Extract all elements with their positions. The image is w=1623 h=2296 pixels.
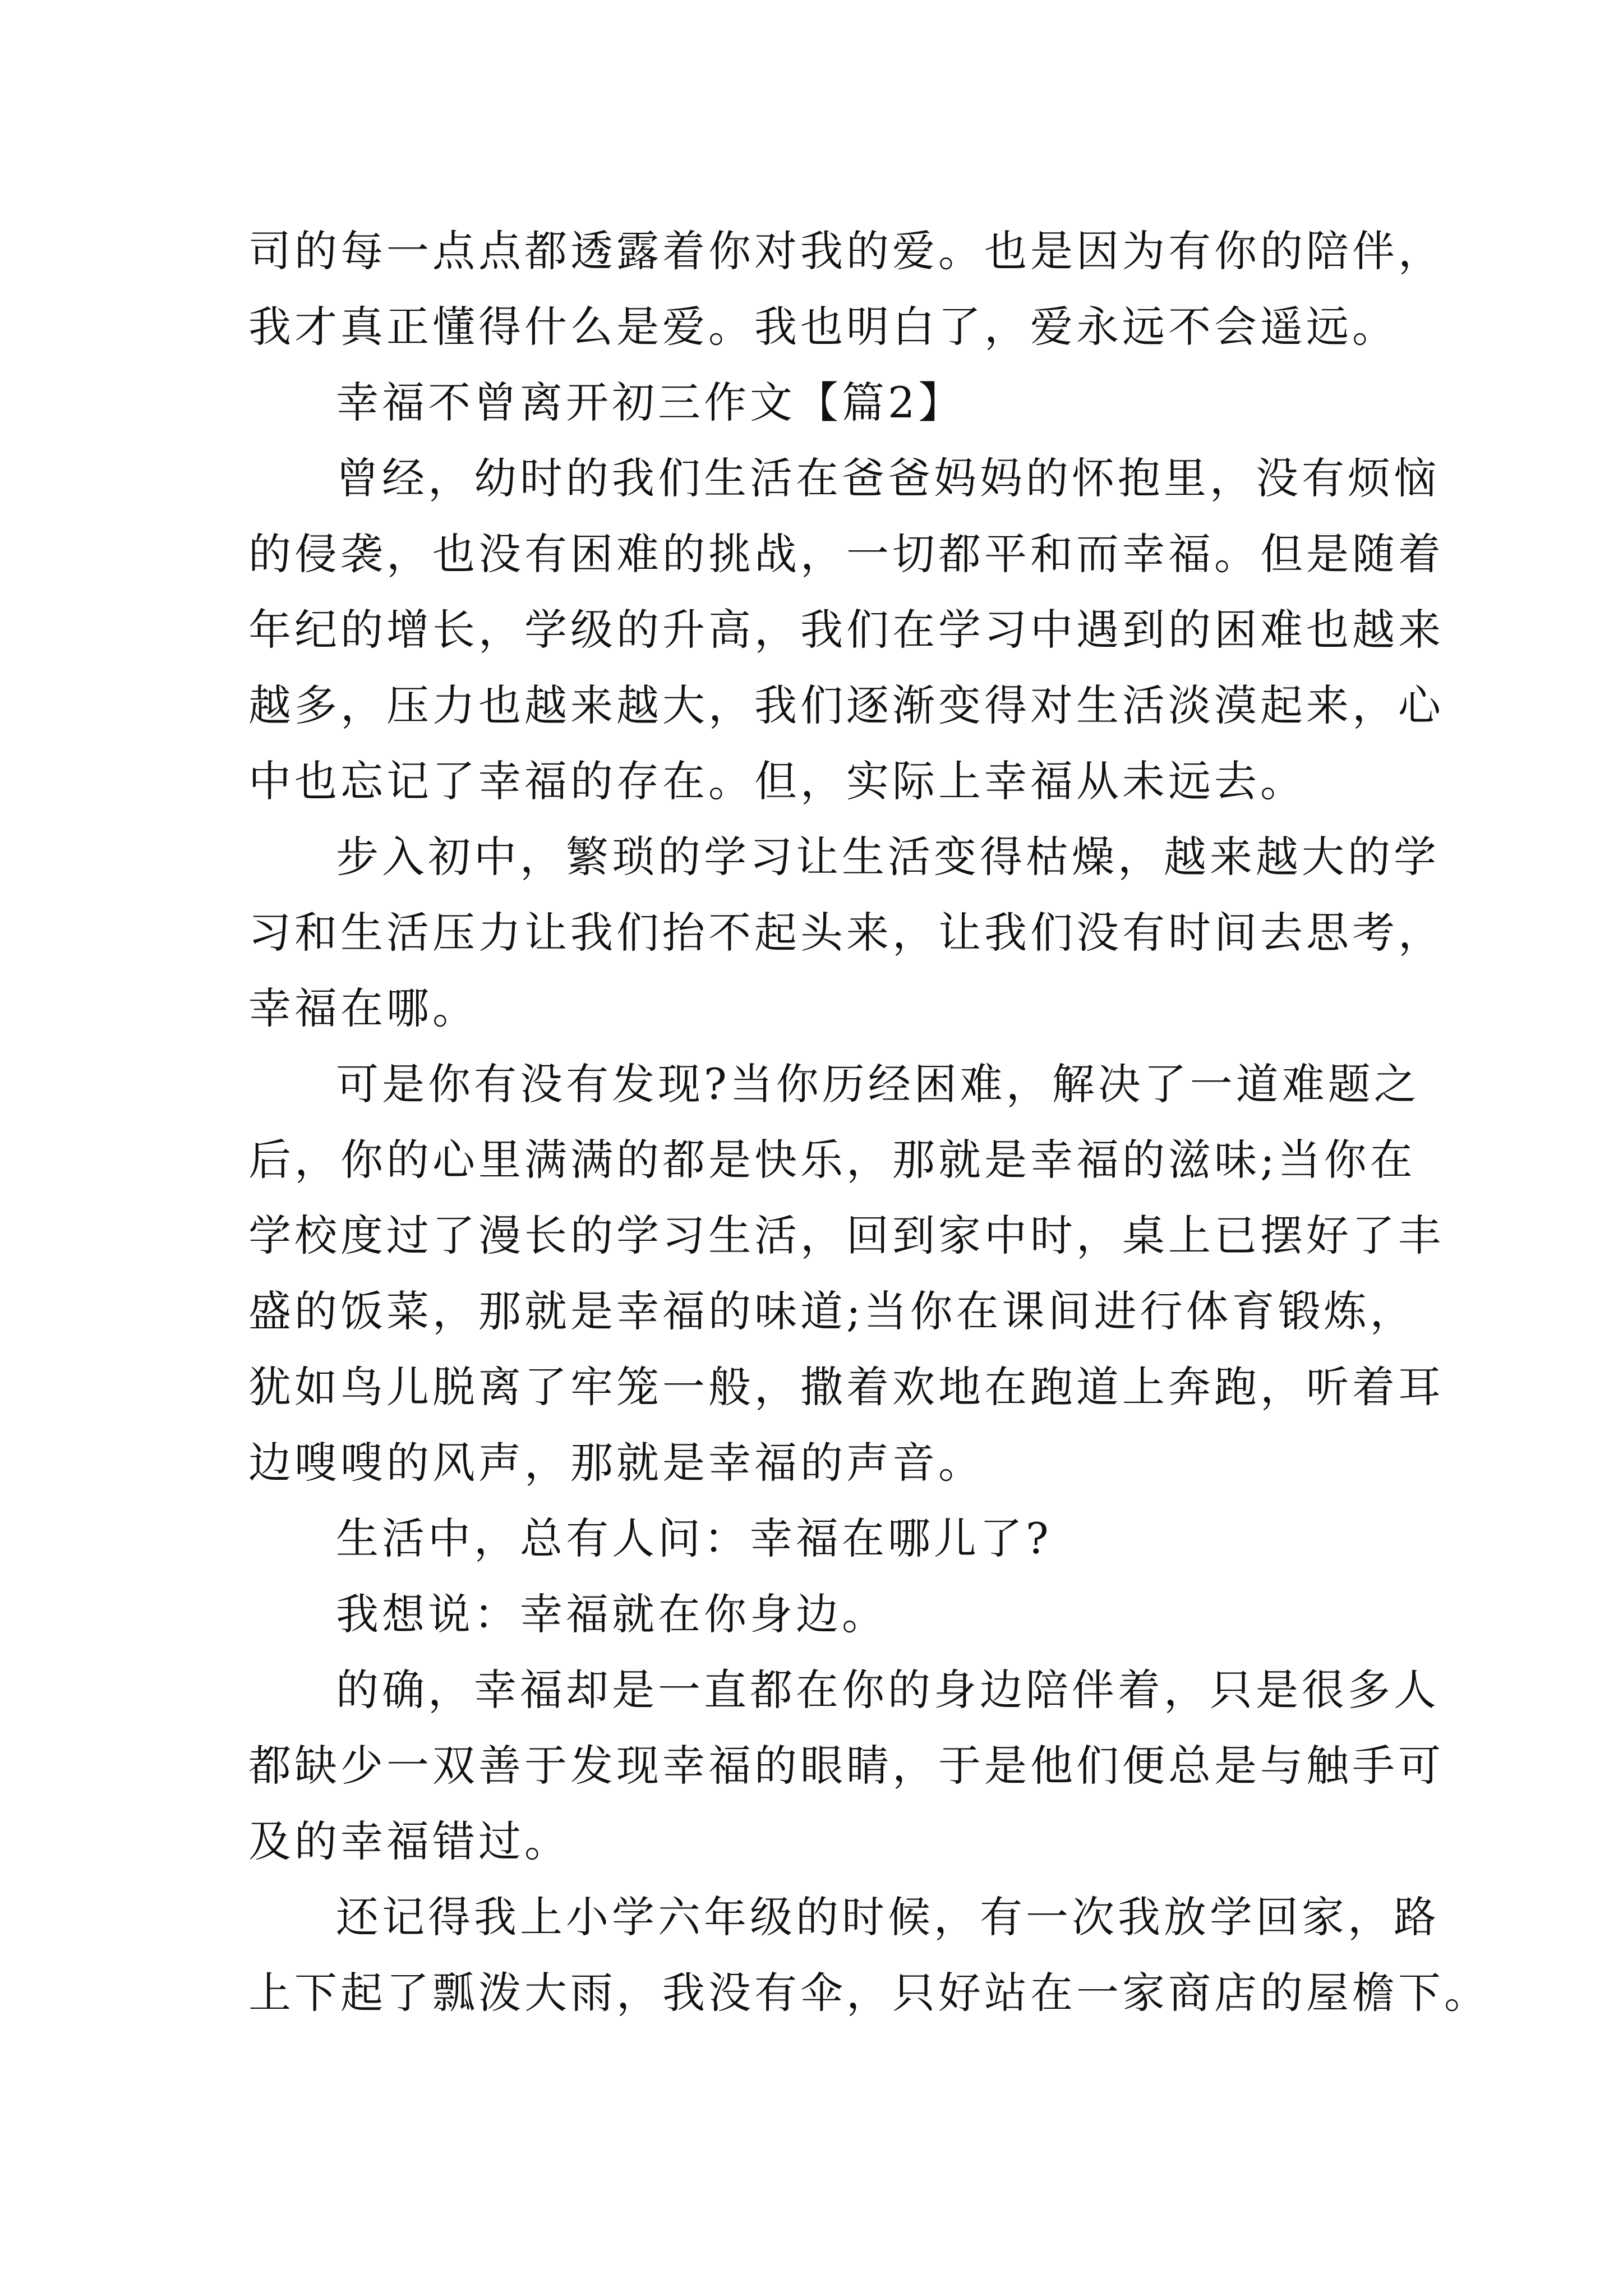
text-line: 后，你的心里满满的都是快乐，那就是幸福的滋味;当你在	[248, 1135, 1416, 1185]
paragraph	[248, 1576, 1376, 1652]
text-line: 上下起了瓢泼大雨，我没有伞，只好站在一家商店的屋檐下。	[248, 1968, 1490, 2018]
text-line: 幸福在哪。	[248, 983, 478, 1033]
document-body	[248, 213, 1490, 2031]
text-line: 步入初中，繁琐的学习让生活变得枯燥，越来越大的学	[336, 832, 1440, 882]
paragraph	[248, 1879, 1490, 2031]
text-line: 可是你有没有发现?当你历经困难，解决了一道难题之	[336, 1059, 1420, 1109]
text-line: 中也忘记了幸福的存在。但，实际上幸福从未远去。	[248, 756, 1306, 806]
text-line: 越多，压力也越来越大，我们逐渐变得对生活淡漠起来，心	[248, 680, 1444, 730]
text-line: 边嗖嗖的风声，那就是幸福的声音。	[248, 1438, 984, 1488]
text-line: 还记得我上小学六年级的时候，有一次我放学回家，路	[336, 1892, 1440, 1942]
heading-line: 幸福不曾离开初三作文【篇2】	[336, 378, 965, 427]
text-line: 司的每一点点都透露着你对我的爱。也是因为有你的陪伴，	[248, 226, 1444, 276]
text-line: 及的幸福错过。	[248, 1816, 570, 1866]
paragraph	[248, 1501, 1376, 1576]
text-line: 的侵袭，也没有困难的挑战，一切都平和而幸福。但是随着	[248, 529, 1444, 579]
text-line: 学校度过了漫长的学习生活，回到家中时，桌上已摆好了丰	[248, 1211, 1444, 1260]
text-line: 的确，幸福却是一直都在你的身边陪伴着，只是很多人	[336, 1665, 1440, 1715]
text-line: 我才真正懂得什么是爱。我也明白了，爱永远不会遥远。	[248, 302, 1398, 352]
text-line: 都缺少一双善于发现幸福的眼睛，于是他们便总是与触手可	[248, 1741, 1444, 1791]
paragraph	[248, 213, 1444, 365]
paragraph	[248, 1046, 1444, 1501]
text-line: 生活中，总有人问：幸福在哪儿了?	[336, 1513, 1052, 1563]
essay-heading	[248, 365, 1376, 440]
paragraph	[248, 1652, 1444, 1879]
text-line: 我想说：幸福就在你身边。	[336, 1589, 888, 1639]
text-line: 年纪的增长，学级的升高，我们在学习中遇到的困难也越来	[248, 605, 1444, 655]
text-line: 曾经，幼时的我们生活在爸爸妈妈的怀抱里，没有烦恼	[336, 453, 1440, 503]
paragraph	[248, 440, 1444, 819]
text-line: 盛的饭菜，那就是幸福的味道;当你在课间进行体育锻炼，	[248, 1286, 1416, 1336]
text-line: 习和生活压力让我们抬不起头来，让我们没有时间去思考，	[248, 908, 1444, 958]
paragraph	[248, 819, 1444, 1046]
text-line: 犹如鸟儿脱离了牢笼一般，撒着欢地在跑道上奔跑，听着耳	[248, 1362, 1444, 1412]
